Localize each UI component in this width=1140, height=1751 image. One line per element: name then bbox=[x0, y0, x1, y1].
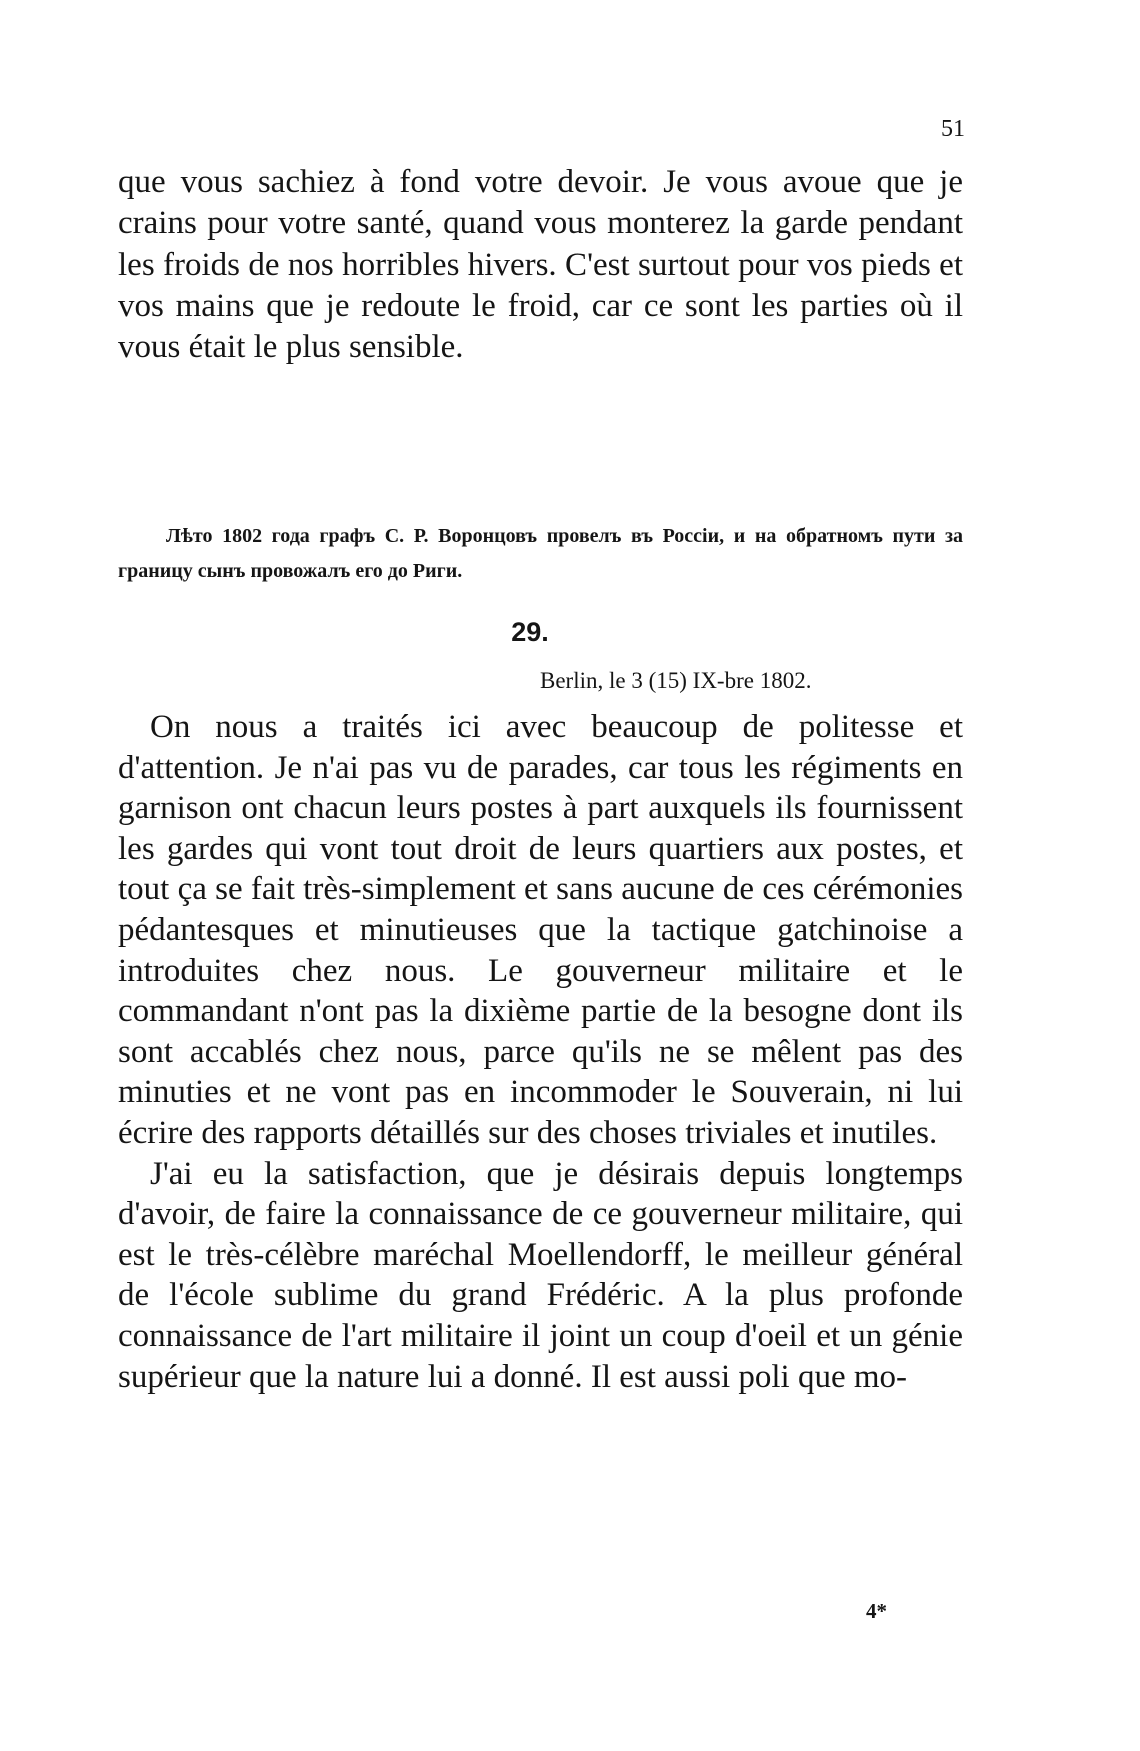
letter-dateline: Berlin, le 3 (15) IX-bre 1802. bbox=[540, 668, 812, 693]
letter-number: 29. bbox=[511, 617, 549, 647]
paragraph: On nous a traités ici avec beaucoup de politesse et d'attention. Je n'ai pas vu de parades, car tous les régiments en garnison ont chacun leurs postes à part auxquels ils fournissent les gardes qui vont tout droit de leurs quartiers aux postes, et tout ça se fait très-simplement et sans aucune de ces cérémonies pédantesques et minutieuses que la tactique gatchinoise a introduites chez nous. Le gouverneur militaire et le commandant n'ont pas la dixième partie de la besogne dont ils sont accablés chez nous, parce qu'ils ne se mêlent pas des minuties et ne vont pas en incommoder le Souverain, ni lui écrire des rapports détaillés sur des choses triviales et inutiles. bbox=[118, 709, 963, 1151]
letter-body bbox=[118, 707, 963, 1397]
signature-mark: 4* bbox=[866, 1599, 887, 1623]
page-number: 51 bbox=[941, 116, 965, 142]
editor-note: Лѣто 1802 года графъ С. Р. Воронцовъ провелъ въ Россіи, и на обратномъ пути за границу сынъ провожалъ его до Риги. bbox=[118, 525, 963, 582]
previous-letter-text: que vous sachiez à fond votre devoir. Je vous avoue que je crains pour votre santé, quand vous monterez la garde pendant les froids de nos horribles hivers. C'est surtout pour vos pieds et vos mains que je redoute le froid, car ce sont les parties où il vous était le plus sensible. bbox=[118, 164, 963, 366]
paragraph: J'ai eu la satisfaction, que je désirais depuis longtemps d'avoir, de faire la connaissance de ce gouverneur militaire, qui est le très-célèbre maréchal Moellendorff, le meilleur général de l'école sublime du grand Frédéric. A la plus profonde connaissance de l'art militaire il joint un coup d'oeil et un génie supérieur que la nature lui a donné. Il est aussi poli que mo- bbox=[118, 1155, 963, 1395]
